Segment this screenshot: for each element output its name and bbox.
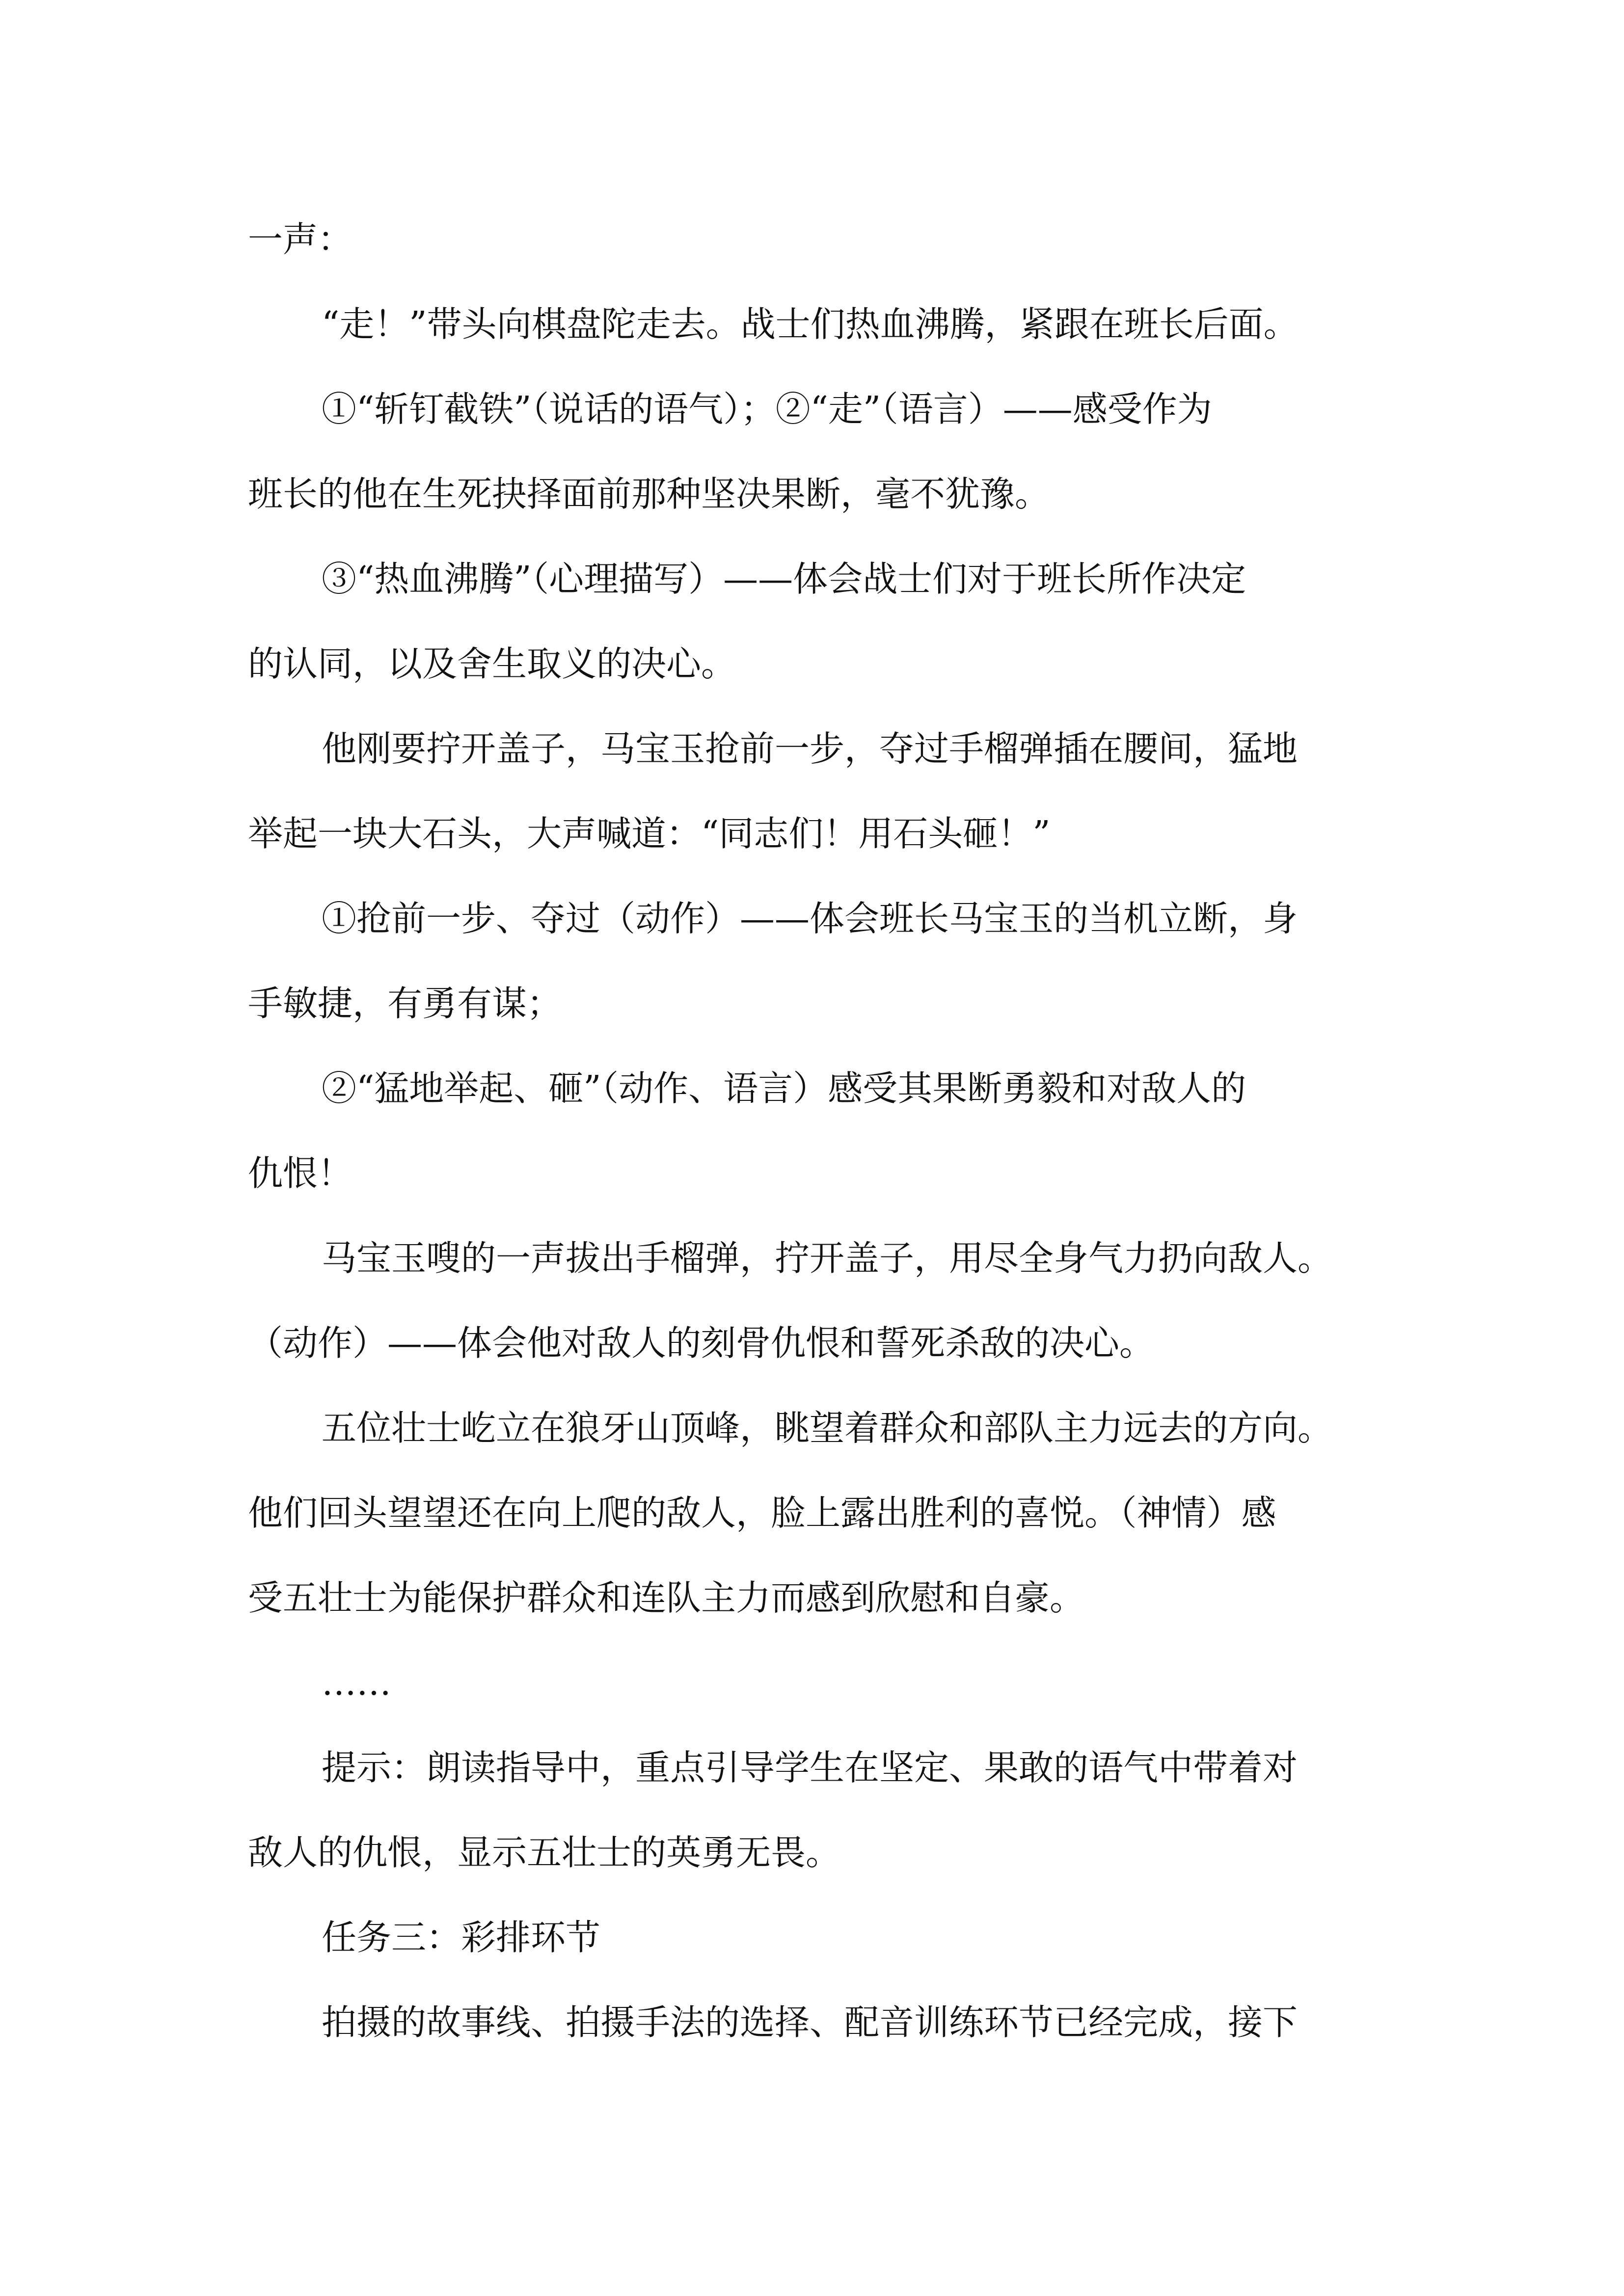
text-line: ①抢前一步、夺过（动作）——体会班长马宝玉的当机立断，身	[322, 898, 1298, 939]
text-line: （动作）——体会他对敌人的刻骨仇恨和誓死杀敌的决心。	[248, 1323, 1155, 1363]
text-line: “走！”带头向棋盘陀走去。战士们热血沸腾，紧跟在班长后面。	[322, 304, 1299, 345]
text-line: 马宝玉嗖的一声拔出手榴弹，拧开盖子，用尽全身气力扔向敌人。	[322, 1238, 1333, 1279]
text-line: 提示：朗读指导中，重点引导学生在坚定、果敢的语气中带着对	[322, 1747, 1298, 1788]
text-line: 敌人的仇恨，显示五壮士的英勇无畏。	[248, 1832, 841, 1873]
text-line: ③“热血沸腾”（心理描写）——体会战士们对于班长所作决定	[322, 559, 1246, 599]
text-line: 他刚要拧开盖子，马宝玉抢前一步，夺过手榴弹插在腰间，猛地	[322, 728, 1298, 769]
text-line: 受五壮士为能保护群众和连队主力而感到欣慰和自豪。	[248, 1577, 1085, 1618]
text-line: ①“斩钉截铁”（说话的语气）；②“走”（语言）——感受作为	[322, 389, 1212, 429]
text-line: 举起一块大石头，大声喊道：“同志们！用石头砸！”	[248, 813, 1051, 854]
text-line: ②“猛地举起、砸”（动作、语言）感受其果断勇毅和对敌人的	[322, 1068, 1246, 1109]
section-heading: 任务三：彩排环节	[322, 1917, 601, 1958]
text-line: 拍摄的故事线、拍摄手法的选择、配音训练环节已经完成，接下	[322, 2002, 1298, 2043]
text-line: 五位壮士屹立在狼牙山顶峰，眺望着群众和部队主力远去的方向。	[322, 1408, 1333, 1448]
text-line: 他们回头望望还在向上爬的敌人，脸上露出胜利的喜悦。（神情）感	[248, 1493, 1276, 1533]
text-line: ……	[322, 1662, 391, 1703]
text-line: 一声：	[248, 219, 353, 260]
text-line: 的认同，以及舍生取义的决心。	[248, 643, 736, 684]
text-line: 仇恨！	[248, 1153, 353, 1194]
text-line: 班长的他在生死抉择面前那种坚决果断，毫不犹豫。	[248, 474, 1050, 514]
text-line: 手敏捷，有勇有谋；	[248, 983, 562, 1024]
